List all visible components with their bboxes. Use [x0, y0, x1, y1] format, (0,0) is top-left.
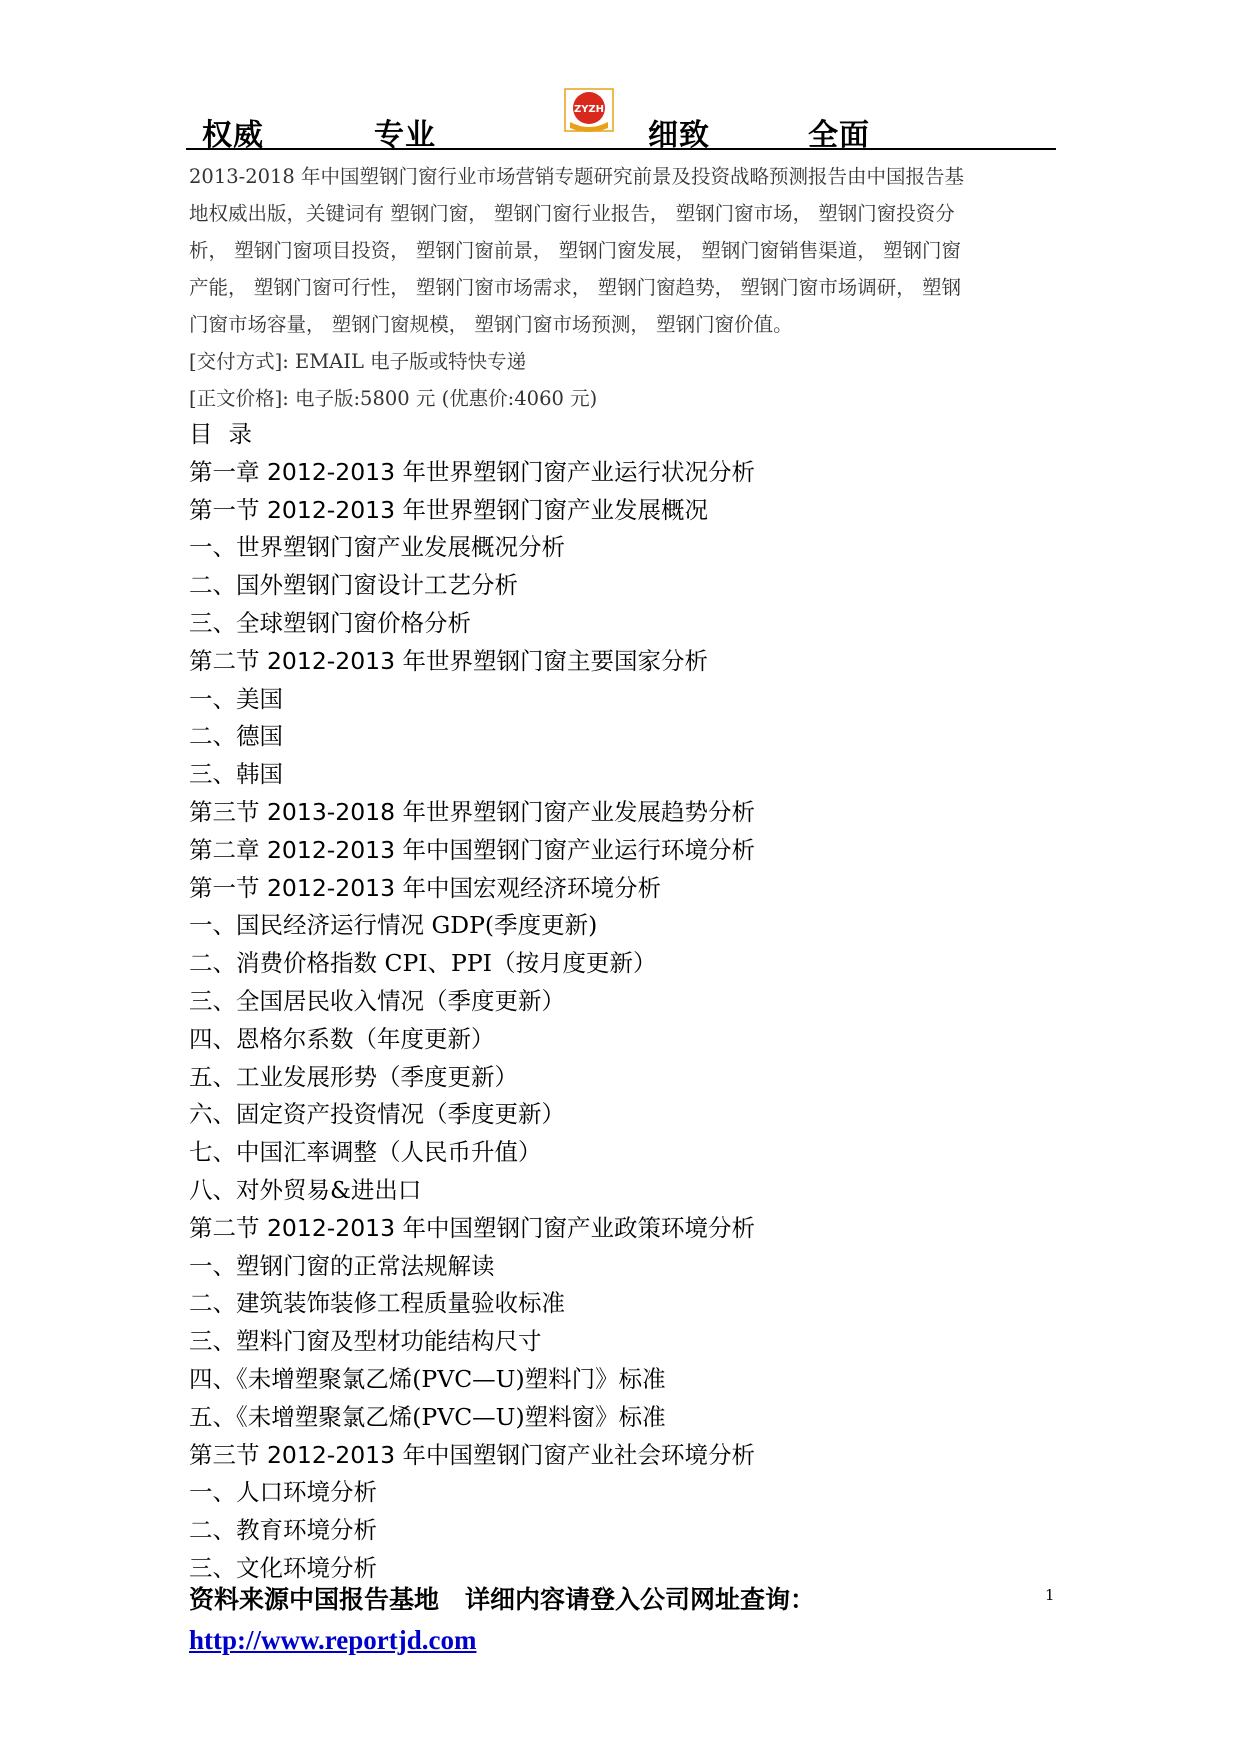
- toc-item: [189, 1248, 1069, 1286]
- toc-item-prefix: 六、固定资产投资情况（季度更新）: [189, 1100, 565, 1129]
- toc-item: [189, 1059, 1069, 1097]
- intro-line: 析， 塑钢门窗项目投资， 塑钢门窗前景， 塑钢门窗发展， 塑钢门窗销售渠道， 塑钢门窗: [189, 239, 961, 262]
- toc-item-suffix: 年世界塑钢门窗产业发展概况: [395, 495, 709, 524]
- logo-text: ZYZH: [573, 104, 605, 115]
- intro-line: 产能， 塑钢门窗可行性， 塑钢门窗市场需求， 塑钢门窗趋势， 塑钢门窗市场调研， 塑钢: [189, 276, 961, 299]
- toc-item-prefix: 三、全国居民收入情况（季度更新）: [189, 986, 565, 1015]
- toc-item-prefix: 二、消费价格指数 CPI、PPI（按月度更新）: [189, 949, 657, 978]
- toc-item-prefix: 五、工业发展形势（季度更新）: [189, 1062, 518, 1091]
- toc-item-suffix: 年中国宏观经济环境分析: [395, 873, 662, 902]
- toc-item: [189, 567, 1069, 605]
- toc-item: [189, 1210, 1069, 1248]
- toc-item-prefix: 第二节: [189, 646, 267, 675]
- toc-item-prefix: 三、全球塑钢门窗价格分析: [189, 608, 471, 637]
- toc-item-suffix: 年中国塑钢门窗产业运行环境分析: [395, 835, 756, 864]
- header-word-meticulous: 细致: [648, 118, 710, 153]
- toc-item: [189, 718, 1069, 756]
- page-footer: [189, 1580, 1089, 1660]
- toc-item-prefix: 七、中国汇率调整（人民币升值）: [189, 1138, 542, 1167]
- toc-item-prefix: 三、韩国: [189, 760, 283, 789]
- toc-item-prefix: 一、人口环境分析: [189, 1478, 377, 1507]
- toc-item: [189, 870, 1069, 908]
- page-header: [186, 102, 1056, 153]
- toc-item-prefix: 三、文化环境分析: [189, 1553, 377, 1582]
- toc-item-years: 2012-2013: [266, 646, 396, 675]
- toc-item-prefix: 一、国民经济运行情况 GDP(季度更新): [189, 911, 598, 940]
- toc-item: [189, 794, 1069, 832]
- toc-item-prefix: 一、美国: [189, 684, 283, 713]
- toc-item-suffix: 年世界塑钢门窗产业运行状况分析: [395, 457, 756, 486]
- toc-item: [189, 681, 1069, 719]
- intro-line: 地权威出版，关键词有 塑钢门窗， 塑钢门窗行业报告， 塑钢门窗市场， 塑钢门窗投资分: [189, 202, 955, 225]
- price: [正文价格]: 电子版:5800 元 (优惠价:4060 元): [189, 387, 598, 410]
- toc-item: [189, 1399, 1069, 1437]
- toc-item-years: 2012-2013: [266, 495, 396, 524]
- footer-source: 资料来源中国报告基地: [189, 1585, 440, 1614]
- toc-item: [189, 1172, 1069, 1210]
- toc-item-prefix: 八、对外贸易&进出口: [189, 1175, 422, 1204]
- toc-item: [189, 643, 1069, 681]
- toc-item: [189, 1361, 1069, 1399]
- toc-item-suffix: 年世界塑钢门窗主要国家分析: [395, 646, 709, 675]
- toc-item: [189, 983, 1069, 1021]
- table-of-contents: [189, 416, 1069, 1588]
- toc-item: [189, 1323, 1069, 1361]
- toc-item: [189, 1474, 1069, 1512]
- footer-detail: 详细内容请登入公司网址查询：: [465, 1585, 816, 1614]
- header-word-professional: 专业: [374, 118, 436, 153]
- toc-item-prefix: 第一节: [189, 873, 267, 902]
- toc-item: [189, 832, 1069, 870]
- company-logo: [564, 88, 614, 132]
- toc-item: [189, 492, 1069, 530]
- intro-line: 门窗市场容量， 塑钢门窗规模， 塑钢门窗市场预测， 塑钢门窗价值。: [189, 313, 793, 336]
- toc-item-suffix: 年中国塑钢门窗产业政策环境分析: [395, 1213, 756, 1242]
- toc-item-prefix: 五、《未增塑聚氯乙烯(PVC—U)塑料窗》标准: [189, 1402, 666, 1431]
- toc-item-prefix: 二、国外塑钢门窗设计工艺分析: [189, 571, 518, 600]
- toc-item-years: 2012-2013: [266, 873, 396, 902]
- toc-item-suffix: 年世界塑钢门窗产业发展趋势分析: [395, 797, 756, 826]
- toc-item-prefix: 二、教育环境分析: [189, 1516, 377, 1545]
- toc-item-prefix: 一、世界塑钢门窗产业发展概况分析: [189, 533, 565, 562]
- toc-item: [189, 1512, 1069, 1550]
- toc-title: 目录: [189, 420, 268, 448]
- header-word-comprehensive: 全面: [808, 118, 870, 153]
- toc-item: [189, 1437, 1069, 1475]
- footer-url-link[interactable]: http://www.reportjd.com: [189, 1625, 477, 1655]
- toc-item: [189, 1134, 1069, 1172]
- toc-item-prefix: 四、恩格尔系数（年度更新）: [189, 1024, 495, 1053]
- toc-item-years: 2012-2013: [266, 835, 396, 864]
- header-rule: [186, 148, 1056, 150]
- toc-item-prefix: 第二章: [189, 835, 267, 864]
- toc-item: [189, 605, 1069, 643]
- toc-item: [189, 529, 1069, 567]
- toc-item-years: 2013-2018: [266, 797, 396, 826]
- toc-item-prefix: 二、建筑装饰装修工程质量验收标准: [189, 1289, 565, 1318]
- toc-item: [189, 1021, 1069, 1059]
- toc-item-suffix: 年中国塑钢门窗产业社会环境分析: [395, 1440, 756, 1469]
- toc-item-prefix: 四、《未增塑聚氯乙烯(PVC—U)塑料门》标准: [189, 1364, 666, 1393]
- toc-item: [189, 907, 1069, 945]
- toc-item-years: 2012-2013: [266, 1213, 396, 1242]
- toc-item-prefix: 二、德国: [189, 722, 283, 751]
- toc-item-prefix: 三、塑料门窗及型材功能结构尺寸: [189, 1327, 542, 1356]
- page-number: 1: [1045, 1586, 1055, 1604]
- toc-item-prefix: 第二节: [189, 1213, 267, 1242]
- toc-item-years: 2012-2013: [266, 457, 396, 486]
- toc-item: [189, 1096, 1069, 1134]
- toc-item-prefix: 第三节: [189, 797, 267, 826]
- toc-item-prefix: 第一章: [189, 457, 267, 486]
- report-intro: [189, 158, 1069, 417]
- header-word-authority: 权威: [202, 118, 264, 153]
- toc-item-prefix: 一、塑钢门窗的正常法规解读: [189, 1251, 495, 1280]
- toc-item-prefix: 第三节: [189, 1440, 267, 1469]
- toc-item: [189, 1285, 1069, 1323]
- toc-item: [189, 945, 1069, 983]
- toc-item-prefix: 第一节: [189, 495, 267, 524]
- intro-line: 2013-2018 年中国塑钢门窗行业市场营销专题研究前景及投资战略预测报告由中国报告基: [189, 165, 965, 188]
- toc-item: [189, 454, 1069, 492]
- toc-item: [189, 756, 1069, 794]
- toc-item-years: 2012-2013: [266, 1440, 396, 1469]
- delivery-method: [交付方式]: EMAIL 电子版或特快专递: [189, 350, 527, 373]
